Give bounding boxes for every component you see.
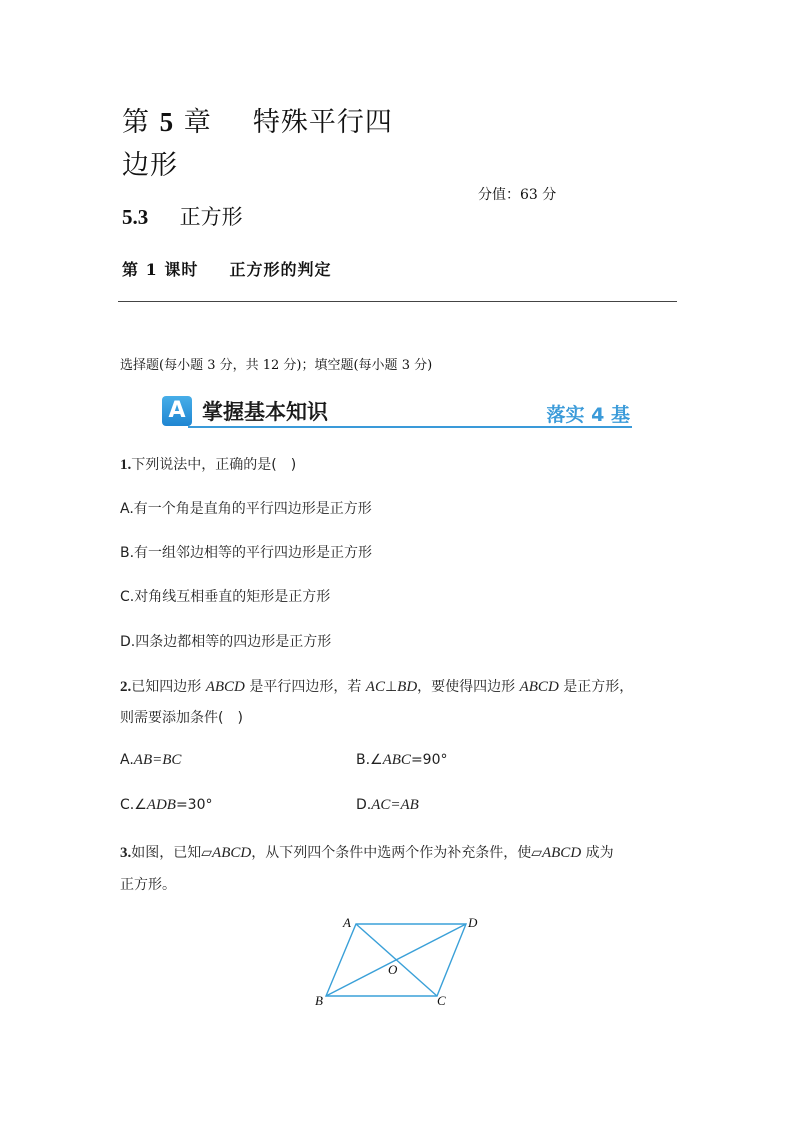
chapter-prefix: 第	[122, 107, 150, 138]
lesson-number: 1	[145, 260, 158, 279]
question-2-stem-line2: 则需要添加条件( )	[120, 710, 243, 726]
section-title: 正方形	[179, 205, 243, 229]
question-2-number: 2.	[120, 679, 132, 695]
score-info-line: 选择题(每小题 3 分，共 12 分)；填空题(每小题 3 分)	[120, 358, 433, 373]
parallelogram-diagram	[310, 910, 485, 1010]
q3-text-1: 如图，已知	[131, 845, 202, 861]
q2-opt-b-text: ABC	[382, 752, 411, 768]
lesson-prefix: 第	[122, 260, 140, 279]
q2-opt-c-suffix: =30°	[175, 797, 213, 813]
section-banner	[162, 394, 632, 430]
q2-bd: BD	[397, 679, 418, 695]
q2-opt-b-prefix: B.∠	[356, 752, 383, 768]
chapter-suffix: 章	[183, 107, 212, 138]
question-3-number: 3.	[120, 845, 132, 861]
q2-abcd-1: ABCD	[205, 679, 245, 695]
question-1-option-c: C.对角线互相垂直的矩形是正方形	[120, 589, 331, 605]
question-1-stem	[120, 454, 296, 474]
question-2-option-c	[120, 797, 213, 814]
lesson-title: 正方形的判定	[229, 260, 332, 279]
q2-opt-d-text: AC=AB	[371, 797, 419, 813]
vertex-label-c: C	[437, 993, 446, 1008]
q2-opt-c-prefix: C.∠	[120, 797, 147, 813]
parallelogram-figure	[310, 910, 485, 1014]
q3-abcd-1: ABCD	[212, 845, 252, 861]
q2-opt-a-text: AB=BC	[133, 752, 182, 768]
parallelogram-symbol-icon: ▱	[531, 845, 542, 861]
q2-perp-symbol: ⊥	[384, 679, 398, 695]
question-1-option-d: D.四条边都相等的四边形是正方形	[120, 634, 332, 650]
question-3-stem	[120, 842, 614, 862]
question-2-option-a	[120, 752, 181, 769]
question-1-text: 下列说法中，正确的是( )	[131, 457, 297, 473]
q2-text-3: ，要使得四边形	[417, 679, 520, 695]
question-1-number: 1.	[120, 457, 132, 473]
q2-opt-c-text: ADB	[146, 797, 176, 813]
question-2-option-d	[356, 797, 419, 814]
question-1-option-a: A.有一个角是直角的平行四边形是正方形	[120, 501, 372, 517]
vertex-label-a: A	[343, 915, 351, 930]
q2-abcd-2: ABCD	[519, 679, 559, 695]
q3-text-3: 成为	[581, 845, 614, 861]
score-label: 分值：63 分	[478, 187, 557, 203]
chapter-title: 特殊平行四	[252, 107, 393, 138]
lesson-heading	[122, 257, 332, 280]
q2-text-2: 是平行四边形，若	[244, 679, 366, 695]
q3-text-2: ，从下列四个条件中选两个作为补充条件，使	[251, 845, 532, 861]
lesson-suffix: 课时	[164, 260, 199, 279]
q2-text-1: 已知四边形	[131, 679, 206, 695]
chapter-title-line2: 边形	[122, 150, 178, 181]
question-1-option-b: B.有一组邻边相等的平行四边形是正方形	[120, 545, 373, 561]
banner-badge-icon: A	[162, 396, 192, 426]
question-2-option-b	[356, 752, 448, 769]
header-divider	[118, 301, 677, 302]
diagonal-bd	[326, 924, 466, 996]
center-label-o: O	[388, 962, 398, 977]
banner-right-label: 落实 4 基	[546, 404, 630, 426]
question-2-stem	[120, 676, 633, 696]
parallelogram-symbol-icon: ▱	[201, 845, 213, 861]
vertex-label-d: D	[468, 915, 478, 930]
chapter-heading	[122, 100, 393, 139]
section-number: 5.3	[122, 205, 149, 229]
section-heading	[122, 201, 243, 231]
q2-ac: AC	[365, 679, 385, 695]
q2-opt-b-suffix: =90°	[410, 752, 448, 768]
question-3-stem-line2: 正方形。	[120, 877, 176, 893]
q2-opt-d-prefix: D.	[356, 797, 372, 813]
chapter-number: 5	[159, 107, 175, 137]
banner-title: 掌握基本知识	[202, 400, 328, 424]
q2-opt-a-prefix: A.	[120, 752, 134, 768]
q3-abcd-2: ABCD	[541, 845, 582, 861]
vertex-label-b: B	[315, 993, 323, 1008]
q2-text-4: 是正方形，	[558, 679, 634, 695]
